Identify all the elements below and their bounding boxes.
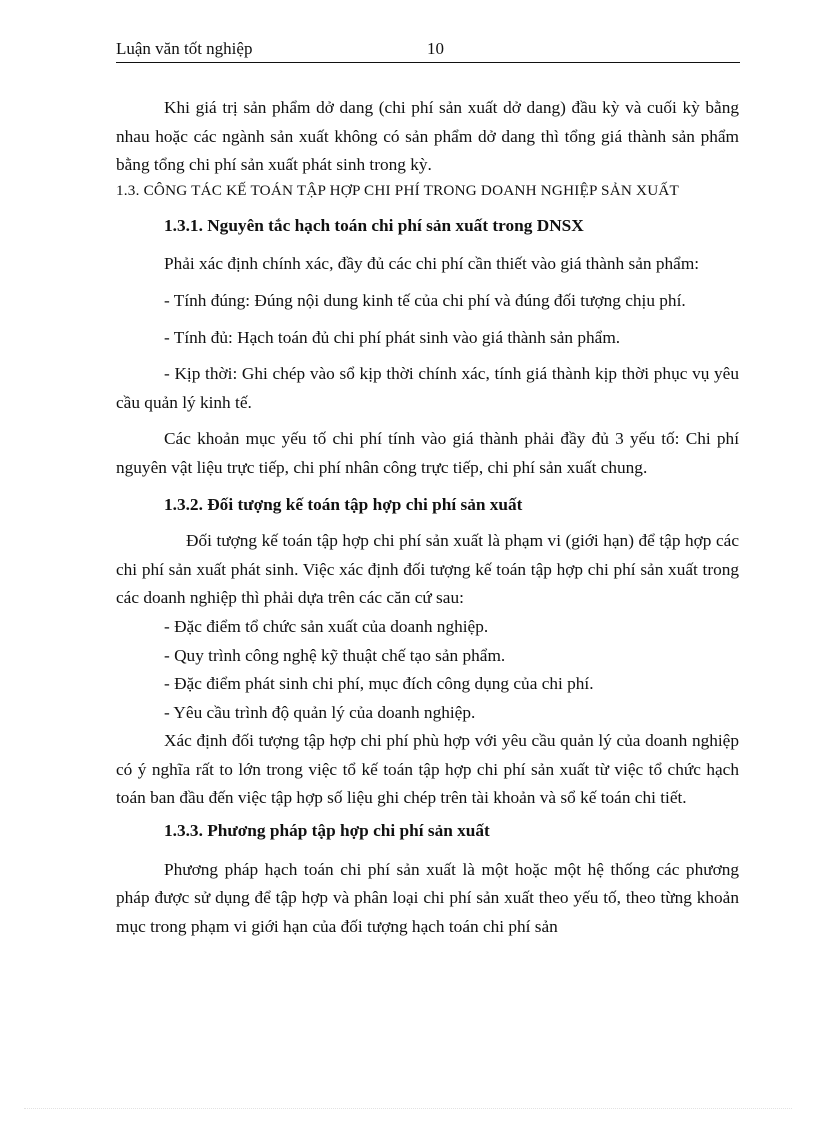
list-item: - Yêu cầu trình độ quản lý của doanh nghiệp. xyxy=(164,702,476,722)
page-bottom-rule xyxy=(24,1108,792,1109)
subsection-heading: 1.3.3. Phương pháp tập hợp chi phí sản xuất xyxy=(164,821,490,841)
paragraph: Đối tượng kế toán tập hợp chi phí sản xuất là phạm vi (giới hạn) để tập hợp các chi phí sản xuất phát sinh. Việc xác định đối tượng kế toán tập hợp chi phí sản xuất trong các doanh nghiệp thì phải dựa trên các căn cứ sau: xyxy=(116,531,739,608)
paragraph: - Kịp thời: Ghi chép vào sổ kịp thời chính xác, tính giá thành kịp thời phục vụ yêu cầu quản lý kinh tế. xyxy=(116,364,739,412)
page-header xyxy=(116,38,740,63)
paragraph: - Tính đúng: Đúng nội dung kinh tế của chi phí và đúng đối tượng chịu phí. xyxy=(164,290,686,310)
document-title: Luận văn tốt nghiệp xyxy=(116,39,253,58)
paragraph: Xác định đối tượng tập hợp chi phí phù hợp với yêu cầu quản lý của doanh nghiệp có ý nghĩa rất to lớn trong việc tổ kế toán tập hợp chi phí sản xuất từ việc tổ chức hạch toán ban đầu đến việc tập hợp số liệu ghi chép trên tài khoản và sổ kế toán chi tiết. xyxy=(116,731,739,808)
list-item: - Đặc điểm tổ chức sản xuất của doanh nghiệp. xyxy=(164,616,489,636)
paragraph: Các khoản mục yếu tố chi phí tính vào giá thành phải đầy đủ 3 yếu tố: Chi phí nguyên vật liệu trực tiếp, chi phí nhân công trực tiếp, chi phí sản xuất chung. xyxy=(116,429,739,477)
list-item: - Đặc điểm phát sinh chi phí, mục đích công dụng của chi phí. xyxy=(164,674,594,694)
page-number: 10 xyxy=(427,39,444,58)
paragraph: Phải xác định chính xác, đầy đủ các chi phí cần thiết vào giá thành sản phẩm: xyxy=(164,254,700,274)
page-body xyxy=(116,94,739,941)
paragraph: Phương pháp hạch toán chi phí sản xuất là một hoặc một hệ thống các phương pháp được sử dụng để tập hợp và phân loại chi phí sản xuất theo yếu tố, theo từng khoản mục trong phạm vi giới hạn của đối tượng hạch toán chi phí sản xyxy=(116,859,739,936)
paragraph: Khi giá trị sản phẩm dở dang (chi phí sản xuất dở dang) đầu kỳ và cuối kỳ bằng nhau hoặc các ngành sản xuất không có sản phẩm dở dang thì tổng giá thành sản phẩm bằng tổng chi phí sản xuất phát sinh trong kỳ. xyxy=(116,98,739,175)
list-item: - Quy trình công nghệ kỹ thuật chế tạo sản phẩm. xyxy=(164,645,506,665)
subsection-heading: 1.3.2. Đối tượng kế toán tập hợp chi phí sản xuất xyxy=(164,494,523,514)
section-heading: 1.3. CÔNG TÁC KẾ TOÁN TẬP HỢP CHI PHÍ TRONG DOANH NGHIỆP SẢN XUẤT xyxy=(116,181,680,199)
paragraph: - Tính đủ: Hạch toán đủ chi phí phát sinh vào giá thành sản phẩm. xyxy=(164,327,621,347)
subsection-heading: 1.3.1. Nguyên tắc hạch toán chi phí sản xuất trong DNSX xyxy=(164,215,584,235)
